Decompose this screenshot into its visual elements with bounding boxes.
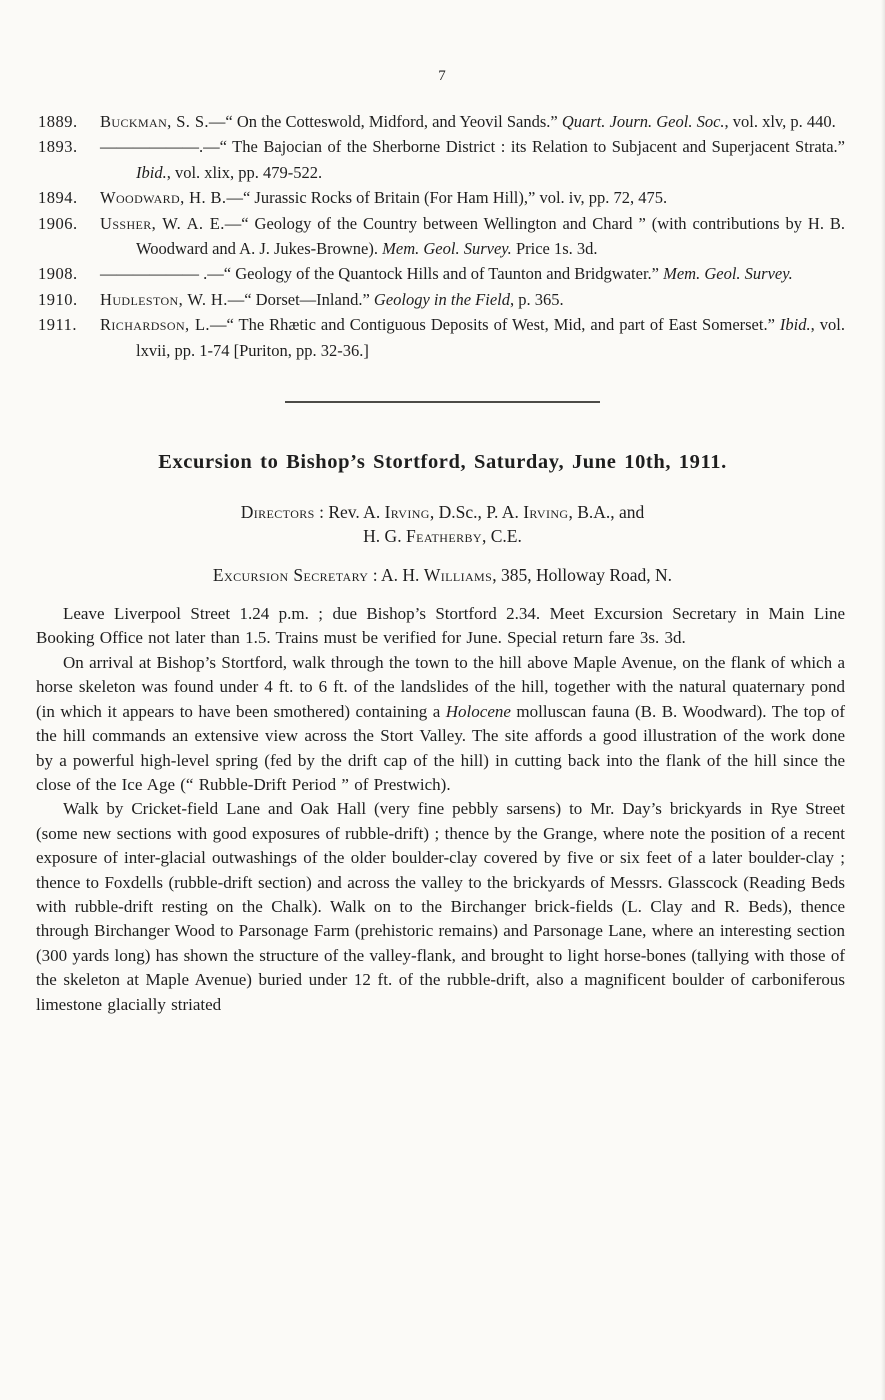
text-segment: Mem. Geol. Survey. bbox=[382, 239, 512, 259]
bibliography-entry bbox=[38, 261, 845, 286]
text-segment: Price 1s. 3d. bbox=[511, 239, 598, 259]
bibliography-entry bbox=[38, 134, 845, 185]
bibliography-entry bbox=[38, 185, 845, 210]
text-segment: Hudleston, W. H. bbox=[100, 289, 228, 309]
entry-year: 1889. bbox=[38, 112, 78, 131]
entry-citation bbox=[100, 287, 845, 312]
entry-year: 1911. bbox=[38, 315, 78, 335]
paragraph bbox=[36, 651, 845, 797]
text-segment: , vol. xlv, p. 440. bbox=[724, 112, 836, 131]
secretary-block bbox=[0, 563, 885, 587]
text-segment: : Rev. A. bbox=[314, 502, 385, 523]
text-segment: Walk by Cricket-field Lane and Oak Hall (very fine pebbly sarsens) to Mr. Day’s brickyards in Rye Street (some new sections with good exposures of rubble-drift) ; thence by the Grange, where note the position of a recent exposure of inter-glacial outwashings of the older boulder-clay covered by five or six feet of a later boulder-clay ; thence to Foxdells (rubble-drift section) and across the valley to the brickyards of Messrs. Glasscock (Reading Beds with rubble-drift resting on the Chalk). Walk on to the Birchanger brick-fields (L. Clay and R. Beds), thence through Birchanger Wood to Parsonage Farm (prehistoric remains) and Parsonage Lane, where an interesting section (300 yards long) has shown the structure of the valley-flank, and brought to light horse-bones (tallying with those of the skeleton at Maple Avenue) buried under 12 ft. of the rubble-drift, also a magnificent boulder of carboniferous limestone glacially striated bbox=[36, 799, 845, 1014]
entry-year: 1908. bbox=[38, 264, 78, 284]
text-segment: —“ On the Cotteswold, Midford, and Yeovil Sands.” bbox=[208, 112, 562, 131]
text-segment: Irving bbox=[523, 502, 569, 523]
entry-citation bbox=[100, 211, 845, 262]
entry-year: 1893. bbox=[38, 137, 78, 157]
text-segment: , B.A., and bbox=[568, 502, 645, 523]
text-segment: Ussher, W. A. E. bbox=[100, 213, 225, 233]
bibliography-entry bbox=[38, 287, 845, 312]
text-segment: Geology in the Field bbox=[373, 289, 510, 309]
paragraph bbox=[36, 602, 845, 651]
section-divider bbox=[285, 401, 600, 403]
text-segment: Ibid. bbox=[136, 162, 167, 182]
text-segment: Ibid. bbox=[779, 315, 811, 335]
secretary-line bbox=[0, 563, 885, 587]
entry-citation bbox=[100, 261, 845, 286]
text-segment: —“ The Rhætic and Contiguous Deposits of West, Mid, and part of East Somerset.” bbox=[209, 315, 780, 335]
entry-citation bbox=[100, 134, 845, 185]
entry-citation bbox=[100, 185, 845, 210]
text-segment: H. G. bbox=[363, 526, 406, 547]
text-segment: —“ Geology of the Country between Wellington and Chard ” (with contributions by H. B. Woodward and A. J. Jukes-Browne). bbox=[136, 213, 846, 259]
text-segment: Leave Liverpool Street 1.24 p.m. ; due Bishop’s Stortford 2.34. Meet Excursion Secretary in Main Line Booking Office not later than 1.5. Trains must be verified for June. Special return fare 3s. 3d. bbox=[36, 604, 845, 648]
text-segment: Quart. Journ. Geol. Soc. bbox=[561, 112, 725, 131]
text-segment: —“ Dorset—Inland.” bbox=[227, 289, 374, 309]
text-segment: Holocene bbox=[445, 701, 511, 721]
bibliography-entry bbox=[38, 211, 845, 262]
text-segment: Excursion Secretary bbox=[212, 565, 369, 586]
paragraph bbox=[36, 797, 845, 1017]
text-segment: Directors bbox=[240, 502, 315, 523]
text-segment: , vol. xlix, pp. 479-522. bbox=[166, 162, 323, 182]
text-segment: —“ Jurassic Rocks of Britain (For Ham Hill),” vol. iv, pp. 72, 475. bbox=[226, 188, 668, 208]
bibliography-entry bbox=[38, 312, 845, 363]
text-segment: —————— .—“ Geology of the Quantock Hills and of Taunton and Bridgwater.” bbox=[100, 264, 664, 284]
excursion-body bbox=[36, 602, 845, 1017]
directors-block bbox=[0, 500, 885, 548]
bibliography-list bbox=[38, 109, 845, 363]
entry-citation bbox=[100, 109, 845, 134]
text-segment: , D.Sc., P. A. bbox=[429, 502, 524, 523]
text-segment: Woodward, H. B. bbox=[100, 188, 227, 208]
entry-year: 1894. bbox=[38, 188, 78, 208]
text-segment: Williams bbox=[423, 565, 493, 586]
text-segment: Irving bbox=[384, 502, 430, 523]
text-segment: , C.E. bbox=[481, 526, 522, 547]
text-segment: Buckman, S. S. bbox=[100, 112, 209, 131]
entry-citation bbox=[100, 312, 845, 363]
directors-line bbox=[0, 524, 885, 548]
text-segment: , 385, Holloway Road, N. bbox=[492, 565, 673, 586]
text-segment: Featherby bbox=[405, 526, 482, 547]
text-segment: , vol. lxvii, pp. 1-74 [Puriton, pp. 32-36.] bbox=[136, 315, 845, 360]
text-segment: Mem. Geol. Survey. bbox=[663, 264, 793, 284]
text-segment: ——————.—“ The Bajocian of the Sherborne District : its Relation to Subjacent and Superjacent Strata.” bbox=[100, 137, 845, 157]
entry-year: 1910. bbox=[38, 289, 78, 309]
excursion-title: Excursion to Bishop’s Stortford, Saturday, June 10th, 1911. bbox=[158, 451, 727, 474]
text-segment: : A. H. bbox=[368, 565, 424, 586]
bibliography-entry bbox=[38, 109, 845, 134]
text-segment: , p. 365. bbox=[510, 289, 564, 309]
text-segment: Richardson, L. bbox=[100, 315, 210, 335]
text-segment: molluscan fauna (B. B. Woodward). The top of the hill commands an extensive view across the Stort Valley. The site affords a good illustration of the work done by a powerful high-level spring (fed by the drift cap of the hill) in cutting back into the flank of the hill since the close of the Ice Age (“ Rubble-Drift Period ” of Prestwich). bbox=[36, 701, 846, 794]
page-number: 7 bbox=[438, 68, 447, 84]
directors-line bbox=[0, 500, 885, 524]
entry-year: 1906. bbox=[38, 213, 78, 233]
text-segment: On arrival at Bishop’s Stortford, walk through the town to the hill above Maple Avenue, on the flank of which a horse skeleton was found under 4 ft. to 6 ft. of the landslides of the hill, together with the natural quaternary pond (in which it appears to have been smothered) containing a bbox=[36, 652, 845, 721]
